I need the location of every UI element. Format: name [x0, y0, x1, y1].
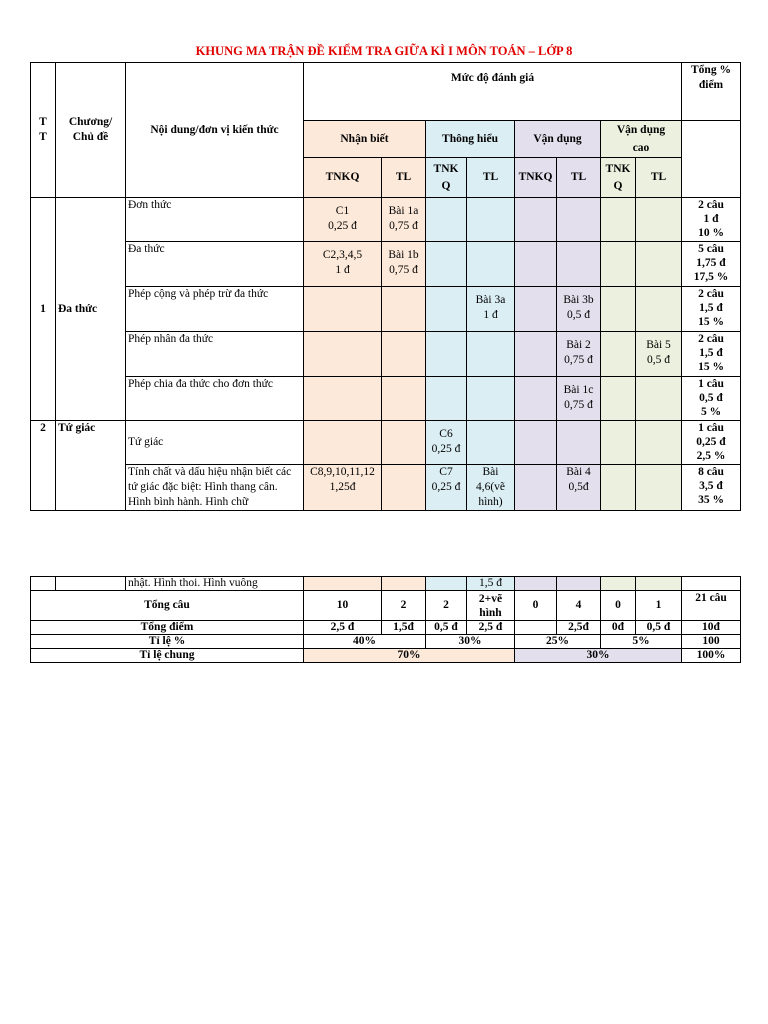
matrix-cell [636, 198, 682, 242]
matrix-cell [557, 421, 601, 465]
thong-hieu-header: Thông hiểu [426, 121, 515, 158]
matrix-cell [557, 242, 601, 287]
nb-tl-header: TL [382, 158, 426, 198]
matrix-cell [467, 242, 515, 287]
matrix-cell [515, 242, 557, 287]
matrix-cell: C7 0,25 đ [426, 465, 467, 511]
matrix-cell [601, 198, 636, 242]
level-header: Mức độ đánh giá [304, 63, 682, 121]
tt-header: T T [31, 63, 56, 198]
matrix-cell: C2,3,4,5 1 đ [304, 242, 382, 287]
cell [557, 577, 601, 591]
vd-tl-header: TL [557, 158, 601, 198]
matrix-cell [515, 287, 557, 332]
matrix-cell [426, 198, 467, 242]
ti-le-value: 5% [601, 635, 682, 649]
matrix-cell [601, 377, 636, 421]
matrix-cell [382, 377, 426, 421]
table-row [31, 287, 741, 332]
topic-cell: Phép nhân đa thức [126, 332, 304, 377]
matrix-cell [636, 421, 682, 465]
matrix-cell: Bài 1b 0,75 đ [382, 242, 426, 287]
row-total: 8 câu 3,5 đ 35 % [682, 465, 741, 511]
tong-diem-value: 2,5 đ [467, 621, 515, 635]
van-dung-cao-header: Vận dụng cao [601, 121, 682, 158]
row-total: 2 câu 1 đ 10 % [682, 198, 741, 242]
chapter-cell [56, 577, 126, 591]
matrix-cell [557, 198, 601, 242]
tong-cau-value: 1 [636, 591, 682, 621]
matrix-cell: Bài 3a 1 đ [467, 287, 515, 332]
nb-tnkq-header: TNKQ [304, 158, 382, 198]
matrix-cell: Bài 1c 0,75 đ [557, 377, 601, 421]
row-total: 2 câu 1,5 đ 15 % [682, 332, 741, 377]
matrix-cell [636, 377, 682, 421]
matrix-cell: Bài 4 0,5đ [557, 465, 601, 511]
matrix-cell [636, 287, 682, 332]
ti-le-chung-label: Tỉ lệ chung [31, 649, 304, 663]
page-title: KHUNG MA TRẬN ĐỀ KIỂM TRA GIỮA KÌ I MÔN TOÁN – LỚP 8 [195, 44, 573, 58]
table-row [31, 421, 741, 465]
matrix-table [30, 62, 741, 511]
tong-diem-value: 0đ [601, 621, 636, 635]
matrix-cell [515, 465, 557, 511]
tong-cau-value: 10 [304, 591, 382, 621]
topic-cell: nhật. Hình thoi. Hình vuông [126, 577, 304, 591]
matrix-cell [467, 198, 515, 242]
chapter-header: Chương/ Chủ đề [56, 63, 126, 198]
matrix-cell: Bài 1a 0,75 đ [382, 198, 426, 242]
topic-cell: Đa thức [126, 242, 304, 287]
matrix-cell [467, 377, 515, 421]
matrix-cell [304, 421, 382, 465]
tong-diem-total: 10đ [682, 621, 741, 635]
matrix-cell [304, 332, 382, 377]
matrix-cell [601, 242, 636, 287]
tong-diem-value: 2,5đ [557, 621, 601, 635]
matrix-cell [382, 287, 426, 332]
tong-cau-value: 0 [515, 591, 557, 621]
matrix-cell [636, 465, 682, 511]
ti-le-label: Tỉ lệ % [31, 635, 304, 649]
matrix-cell [515, 198, 557, 242]
ti-le-value: 25% [515, 635, 601, 649]
table-row [31, 198, 741, 242]
chapter-name: Đa thức [56, 198, 126, 421]
tong-cau-value: 4 [557, 591, 601, 621]
total-spacer [682, 121, 741, 198]
matrix-cell [636, 242, 682, 287]
matrix-cell [601, 332, 636, 377]
topic-cell: Đơn thức [126, 198, 304, 242]
tong-diem-value [515, 621, 557, 635]
tong-cau-total: 21 câu [682, 591, 741, 621]
ti-le-total: 100 [682, 635, 741, 649]
matrix-cell [601, 287, 636, 332]
matrix-cell [601, 421, 636, 465]
matrix-cell [382, 332, 426, 377]
topic-cell: Phép chia đa thức cho đơn thức [126, 377, 304, 421]
cell [515, 577, 557, 591]
cell [382, 577, 426, 591]
table-row [31, 465, 741, 511]
row-total: 5 câu 1,75 đ 17,5 % [682, 242, 741, 287]
ti-le-chung-value: 30% [515, 649, 682, 663]
ti-le-chung-value: 70% [304, 649, 515, 663]
table-row [31, 377, 741, 421]
topic-cell: Tính chất và dấu hiệu nhận biết các tứ giác đặc biệt: Hình thang cân. Hình bình hành. Hình chữ [126, 465, 304, 511]
ti-le-value: 40% [304, 635, 426, 649]
table-row [31, 242, 741, 287]
th-tnkq-header: TNK Q [426, 158, 467, 198]
matrix-cell: C8,9,10,11,12 1,25đ [304, 465, 382, 511]
matrix-cell [601, 465, 636, 511]
tong-diem-value: 0,5 đ [636, 621, 682, 635]
tong-cau-value: 2 [382, 591, 426, 621]
nhan-biet-header: Nhận biết [304, 121, 426, 158]
tong-cau-value: 2 [426, 591, 467, 621]
matrix-cell: Bài 4,6(vẽ hình) [467, 465, 515, 511]
tt-cell [31, 577, 56, 591]
topic-cell: Tứ giác [126, 421, 304, 465]
matrix-cell: C1 0,25 đ [304, 198, 382, 242]
matrix-cell [382, 421, 426, 465]
vc-tnkq-header: TNK Q [601, 158, 636, 198]
cell [601, 577, 636, 591]
vc-tl-header: TL [636, 158, 682, 198]
row-total: 1 câu 0,25 đ 2,5 % [682, 421, 741, 465]
van-dung-header: Vận dụng [515, 121, 601, 158]
ti-le-value: 30% [426, 635, 515, 649]
cell [304, 577, 382, 591]
cell [682, 577, 741, 591]
tong-diem-label: Tổng điểm [31, 621, 304, 635]
matrix-cell [426, 242, 467, 287]
matrix-cell [304, 377, 382, 421]
matrix-cell: C6 0,25 đ [426, 421, 467, 465]
matrix-cell: Bài 5 0,5 đ [636, 332, 682, 377]
cell [426, 577, 467, 591]
tong-cau-value: 2+vẽ hình [467, 591, 515, 621]
matrix-cell [515, 332, 557, 377]
table-row [31, 332, 741, 377]
topic-cell: Phép cộng và phép trừ đa thức [126, 287, 304, 332]
tong-cau-value: 0 [601, 591, 636, 621]
chapter-number: 2 [31, 421, 56, 511]
th-tl-header: TL [467, 158, 515, 198]
matrix-cell: Bài 3b 0,5 đ [557, 287, 601, 332]
chapter-name: Tứ giác [56, 421, 126, 511]
total-header: Tổng % điểm [682, 63, 741, 121]
matrix-cell [426, 377, 467, 421]
matrix-cell [515, 421, 557, 465]
row-total: 1 câu 0,5 đ 5 % [682, 377, 741, 421]
tong-diem-value: 1,5đ [382, 621, 426, 635]
tong-diem-value: 0,5 đ [426, 621, 467, 635]
cell: 1,5 đ [467, 577, 515, 591]
matrix-cell [426, 287, 467, 332]
ti-le-chung-total: 100% [682, 649, 741, 663]
matrix-cell [382, 465, 426, 511]
matrix-cell [467, 332, 515, 377]
matrix-cell: Bài 2 0,75 đ [557, 332, 601, 377]
matrix-cell [426, 332, 467, 377]
vd-tnkq-header: TNKQ [515, 158, 557, 198]
tong-cau-label: Tổng câu [31, 591, 304, 621]
matrix-cell [467, 421, 515, 465]
tong-diem-value: 2,5 đ [304, 621, 382, 635]
content-header: Nội dung/đơn vị kiến thức [126, 63, 304, 198]
matrix-cell [515, 377, 557, 421]
cell [636, 577, 682, 591]
summary-table [30, 576, 741, 663]
chapter-number: 1 [31, 198, 56, 421]
row-total: 2 câu 1,5 đ 15 % [682, 287, 741, 332]
matrix-cell [304, 287, 382, 332]
